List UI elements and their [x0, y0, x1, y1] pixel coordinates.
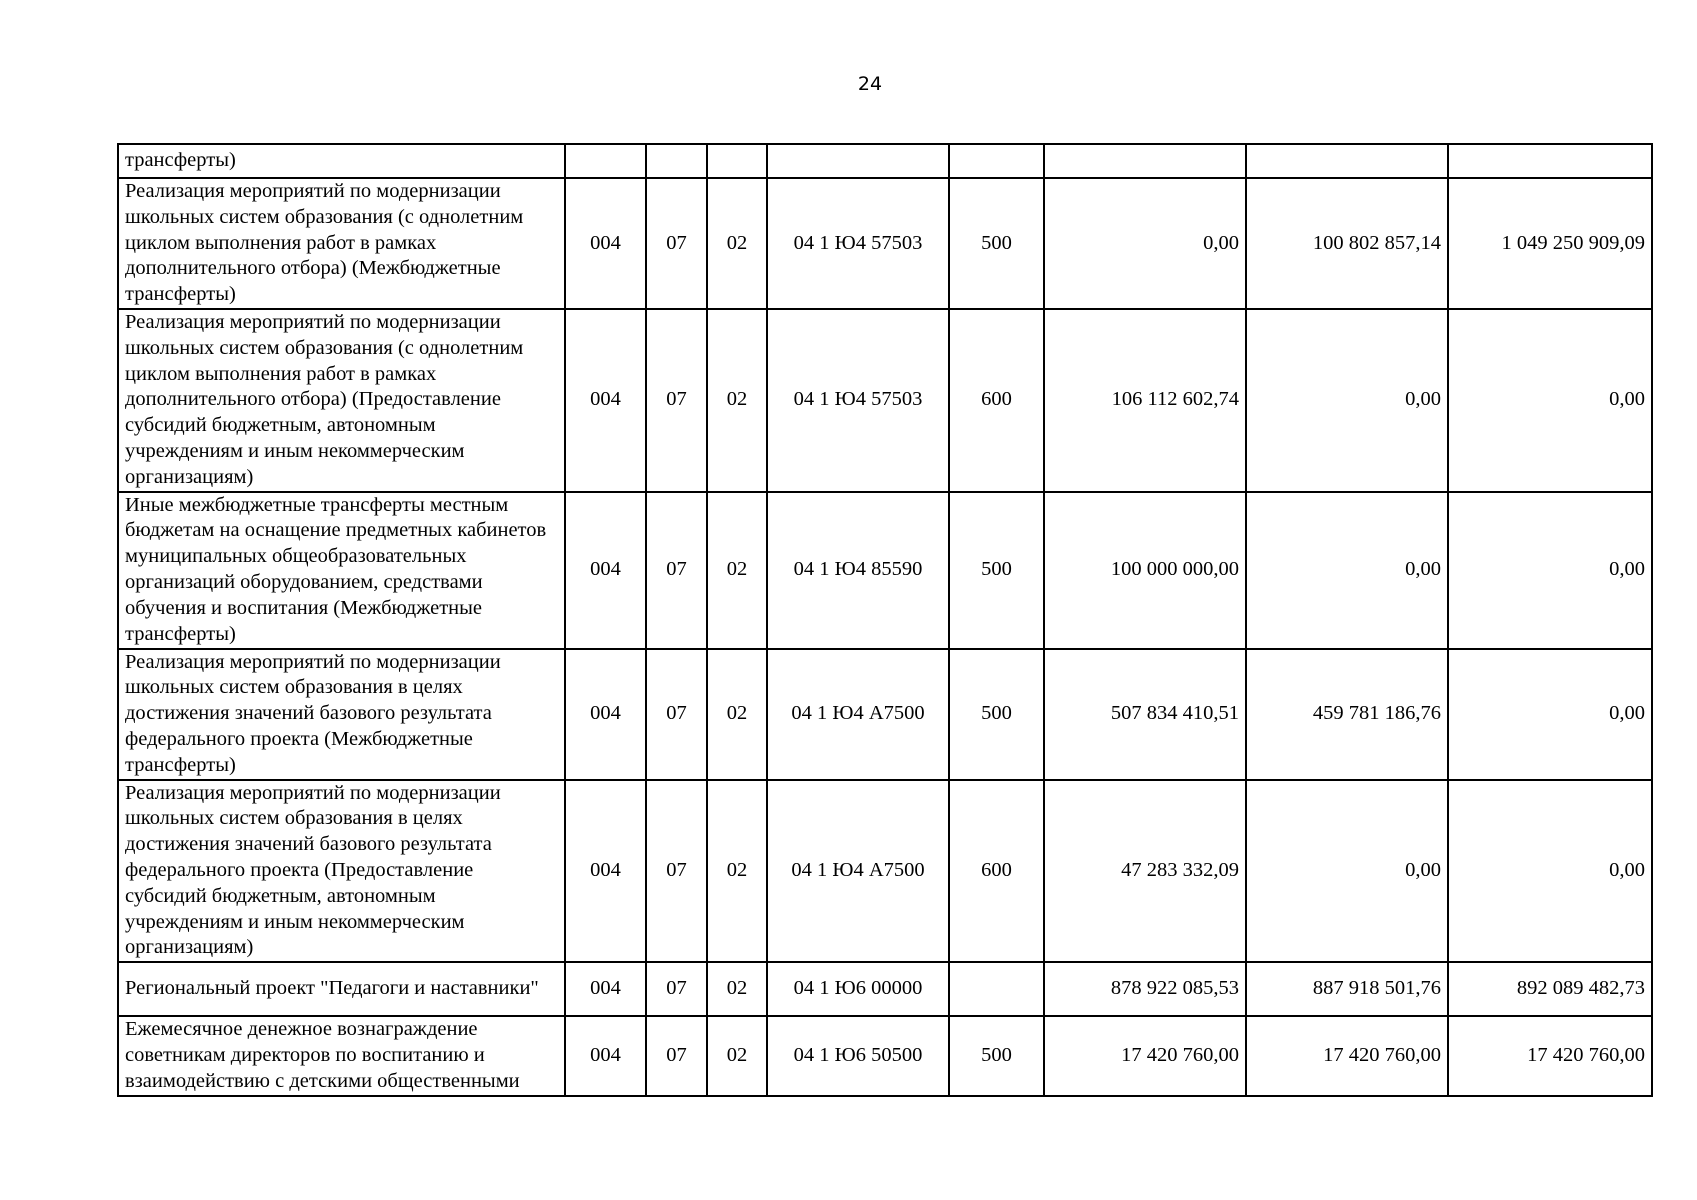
amount-cell: 0,00 — [1044, 178, 1246, 309]
table-row — [118, 649, 1652, 780]
subsection-code-cell — [707, 144, 767, 178]
row-description: Реализация мероприятий по модернизации школьных систем образования (с однолетним циклом выполнения работ в рамках дополнительного отбора) (Межбюджетные трансферты) — [118, 178, 565, 309]
expense-type-cell: 500 — [949, 492, 1044, 649]
amount-cell — [1044, 144, 1246, 178]
amount-cell: 17 420 760,00 — [1448, 1016, 1652, 1095]
target-article-cell: 04 1 Ю4 57503 — [767, 309, 949, 492]
expense-type-cell: 500 — [949, 178, 1044, 309]
row-description: Иные межбюджетные трансферты местным бюджетам на оснащение предметных кабинетов муниципальных общеобразовательных организаций оборудованием, средствами обучения и воспитания (Межбюджетные трансферты) — [118, 492, 565, 649]
section-code-cell: 07 — [646, 780, 707, 963]
row-description: Реализация мероприятий по модернизации школьных систем образования в целях достижения значений базового результата федерального проекта (Предоставление субсидий бюджетным, автономным учреждениям и иным некоммерческим организациям) — [118, 780, 565, 963]
amount-cell: 17 420 760,00 — [1246, 1016, 1448, 1095]
amount-cell: 0,00 — [1448, 309, 1652, 492]
target-article-cell: 04 1 Ю6 00000 — [767, 962, 949, 1016]
section-code-cell: 07 — [646, 649, 707, 780]
section-code-cell: 07 — [646, 309, 707, 492]
section-code-cell: 07 — [646, 962, 707, 1016]
expense-type-cell — [949, 144, 1044, 178]
amount-cell: 47 283 332,09 — [1044, 780, 1246, 963]
subsection-code-cell: 02 — [707, 1016, 767, 1095]
subsection-code-cell: 02 — [707, 309, 767, 492]
amount-cell: 0,00 — [1246, 309, 1448, 492]
amount-cell: 878 922 085,53 — [1044, 962, 1246, 1016]
expense-type-cell: 500 — [949, 1016, 1044, 1095]
amount-cell — [1246, 144, 1448, 178]
amount-cell: 0,00 — [1448, 649, 1652, 780]
ministry-code-cell — [565, 144, 646, 178]
amount-cell: 100 802 857,14 — [1246, 178, 1448, 309]
table-row — [118, 780, 1652, 963]
amount-cell: 17 420 760,00 — [1044, 1016, 1246, 1095]
table-row — [118, 178, 1652, 309]
table-row — [118, 144, 1652, 178]
target-article-cell: 04 1 Ю4 А7500 — [767, 780, 949, 963]
amount-cell: 0,00 — [1246, 492, 1448, 649]
table-row — [118, 962, 1652, 1016]
section-code-cell: 07 — [646, 178, 707, 309]
section-code-cell: 07 — [646, 492, 707, 649]
row-description: Реализация мероприятий по модернизации школьных систем образования (с однолетним циклом выполнения работ в рамках дополнительного отбора) (Предоставление субсидий бюджетным, автономным учреждениям и иным некоммерческим организациям) — [118, 309, 565, 492]
row-description: Ежемесячное денежное вознаграждение советникам директоров по воспитанию и взаимодействию с детскими общественными — [118, 1016, 565, 1095]
ministry-code-cell: 004 — [565, 780, 646, 963]
expense-type-cell: 600 — [949, 780, 1044, 963]
expense-type-cell: 600 — [949, 309, 1044, 492]
expense-type-cell: 500 — [949, 649, 1044, 780]
table-row — [118, 1016, 1652, 1095]
amount-cell — [1448, 144, 1652, 178]
ministry-code-cell: 004 — [565, 1016, 646, 1095]
ministry-code-cell: 004 — [565, 649, 646, 780]
table-row — [118, 492, 1652, 649]
section-code-cell: 07 — [646, 1016, 707, 1095]
ministry-code-cell: 004 — [565, 492, 646, 649]
amount-cell: 0,00 — [1448, 780, 1652, 963]
ministry-code-cell: 004 — [565, 962, 646, 1016]
target-article-cell: 04 1 Ю4 85590 — [767, 492, 949, 649]
budget-table — [117, 143, 1653, 1097]
target-article-cell: 04 1 Ю4 А7500 — [767, 649, 949, 780]
target-article-cell: 04 1 Ю6 50500 — [767, 1016, 949, 1095]
ministry-code-cell: 004 — [565, 309, 646, 492]
amount-cell: 0,00 — [1246, 780, 1448, 963]
amount-cell: 0,00 — [1448, 492, 1652, 649]
subsection-code-cell: 02 — [707, 492, 767, 649]
row-description: Реализация мероприятий по модернизации школьных систем образования в целях достижения значений базового результата федерального проекта (Межбюджетные трансферты) — [118, 649, 565, 780]
subsection-code-cell: 02 — [707, 780, 767, 963]
table-row — [118, 309, 1652, 492]
expense-type-cell — [949, 962, 1044, 1016]
subsection-code-cell: 02 — [707, 178, 767, 309]
subsection-code-cell: 02 — [707, 649, 767, 780]
row-description: трансферты) — [118, 144, 565, 178]
row-description: Региональный проект "Педагоги и наставники" — [118, 962, 565, 1016]
ministry-code-cell: 004 — [565, 178, 646, 309]
amount-cell: 1 049 250 909,09 — [1448, 178, 1652, 309]
page-number: 24 — [857, 73, 883, 95]
amount-cell: 459 781 186,76 — [1246, 649, 1448, 780]
amount-cell: 892 089 482,73 — [1448, 962, 1652, 1016]
amount-cell: 507 834 410,51 — [1044, 649, 1246, 780]
amount-cell: 106 112 602,74 — [1044, 309, 1246, 492]
amount-cell: 100 000 000,00 — [1044, 492, 1246, 649]
section-code-cell — [646, 144, 707, 178]
target-article-cell: 04 1 Ю4 57503 — [767, 178, 949, 309]
subsection-code-cell: 02 — [707, 962, 767, 1016]
amount-cell: 887 918 501,76 — [1246, 962, 1448, 1016]
target-article-cell — [767, 144, 949, 178]
